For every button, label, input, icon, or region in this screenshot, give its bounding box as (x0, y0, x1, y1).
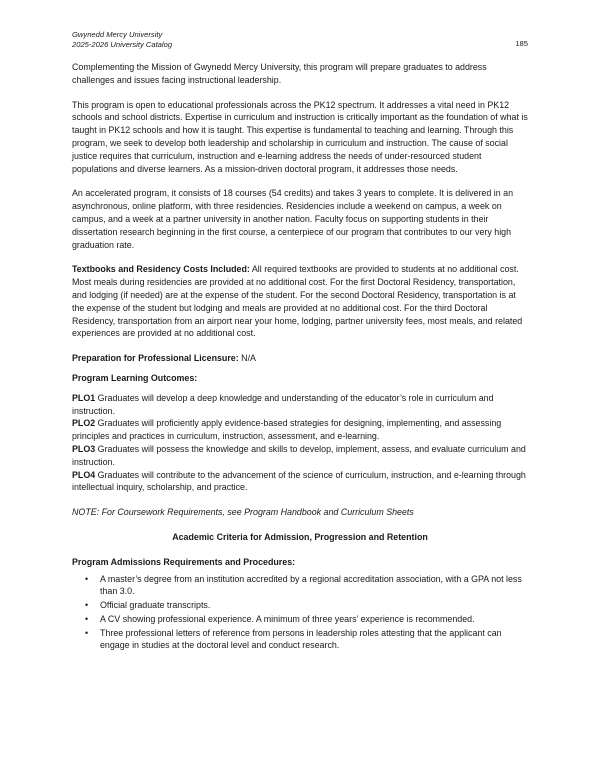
outcome-code: PLO4 (72, 469, 96, 480)
admissions-item (72, 573, 528, 599)
admissions-item-text: Official graduate transcripts. (100, 600, 211, 611)
outcome-item (72, 392, 528, 418)
outcome-code: PLO2 (72, 418, 96, 429)
university-name: Gwynedd Mercy University (72, 30, 163, 39)
outcome-code: PLO3 (72, 443, 96, 454)
format-paragraph: An accelerated program, it consists of 18 courses (54 credits) and takes 3 years to complete. It is delivered in an asynchronous, online platform, with three residencies. Residencies include a weekend on campus, a week on campus, and a week at a partner university in another nation. Faculty focus on supporting students in their dissertation research beginning in the first course, a centerpiece of our program that contributes to our very high graduation rate. (72, 188, 514, 250)
admissions-item (72, 613, 528, 626)
criteria-heading: Academic Criteria for Admission, Progression and Retention (172, 531, 428, 542)
textbooks-paragraph (72, 263, 528, 340)
outcomes-heading: Program Learning Outcomes: (72, 372, 198, 383)
bullet-icon: • (85, 613, 89, 624)
outcome-item (72, 443, 528, 469)
textbooks-text: All required textbooks are provided to students at no additional cost. Most meals during residencies are provided at no additional cost. For the first Doctoral Residency, transportation, and lodging (if needed) are at the expense of the student. For the second Doctoral Residency, transportation is at the expense of the student but lodging and meals are provided at no additional cost. For the third Doctoral Residency, transportation from an airport near your home, lodging, partner university fees, most meals, and related experiences are provided at no additional cost. (72, 264, 523, 339)
licensure-label: Preparation for Professional Licensure: (72, 353, 239, 364)
admissions-item (72, 599, 528, 612)
bullet-icon: • (85, 600, 89, 611)
outcome-code: PLO1 (72, 392, 96, 403)
admissions-heading: Program Admissions Requirements and Procedures: (72, 556, 296, 567)
outcomes-list (72, 392, 528, 494)
catalog-page (72, 30, 528, 653)
outcome-text: Graduates will contribute to the advancement of the science of curriculum, instruction, and e-learning through intellectual inquiry, scholarship, and practice. (72, 469, 526, 493)
outcome-text: Graduates will proficiently apply evidence-based strategies for designing, implementing, and assessing principles and practices in curriculum, instruction, assessment, and e-learning. (72, 418, 502, 442)
page-header (72, 30, 528, 49)
bullet-icon: • (85, 627, 89, 638)
admissions-list (72, 573, 528, 653)
outcome-text: Graduates will possess the knowledge and skills to develop, implement, assess, and evaluate curriculum and instruction. (72, 443, 526, 467)
intro-paragraph: Complementing the Mission of Gwynedd Mercy University, this program will prepare graduates to address challenges and issues facing instructional leadership. (72, 62, 487, 85)
coursework-note: NOTE: For Coursework Requirements, see Program Handbook and Curriculum Sheets (72, 507, 414, 518)
bullet-icon: • (85, 573, 89, 584)
audience-paragraph: This program is open to educational professionals across the PK12 spectrum. It addresses a vital need in PK12 schools and school districts. Expertise in curriculum and instruction is critically important as the foundation of what is taught in PK12 schools and how it is taught. This expertise is fundamental to teaching and learning. Through this program, we seek to develop both leadership and scholarship in curriculum and instruction. The cause of social justice requires that curriculum, instruction and e-learning address the needs of under-resourced student populations and diverse learners. As a mission-driven doctoral program, it addresses those needs. (72, 99, 528, 174)
admissions-item-text: A master’s degree from an institution accredited by a regional accreditation association, with a GPA not less than 3.0. (100, 573, 522, 597)
outcome-text: Graduates will develop a deep knowledge and understanding of the educator’s role in curriculum and instruction. (72, 392, 494, 416)
outcome-item (72, 417, 528, 443)
textbooks-label: Textbooks and Residency Costs Included: (72, 264, 250, 275)
catalog-title: 2025-2026 University Catalog (72, 39, 173, 49)
licensure-value: N/A (241, 353, 256, 364)
admissions-item-text: Three professional letters of reference from persons in leadership roles attesting that the applicant can engage in studies at the doctoral level and conduct research. (100, 627, 502, 651)
page-number: 185 (515, 39, 528, 48)
licensure-line (72, 352, 528, 365)
outcome-item (72, 469, 528, 495)
admissions-item-text: A CV showing professional experience. A minimum of three years’ experience is recommended. (100, 613, 475, 624)
admissions-item (72, 627, 528, 653)
